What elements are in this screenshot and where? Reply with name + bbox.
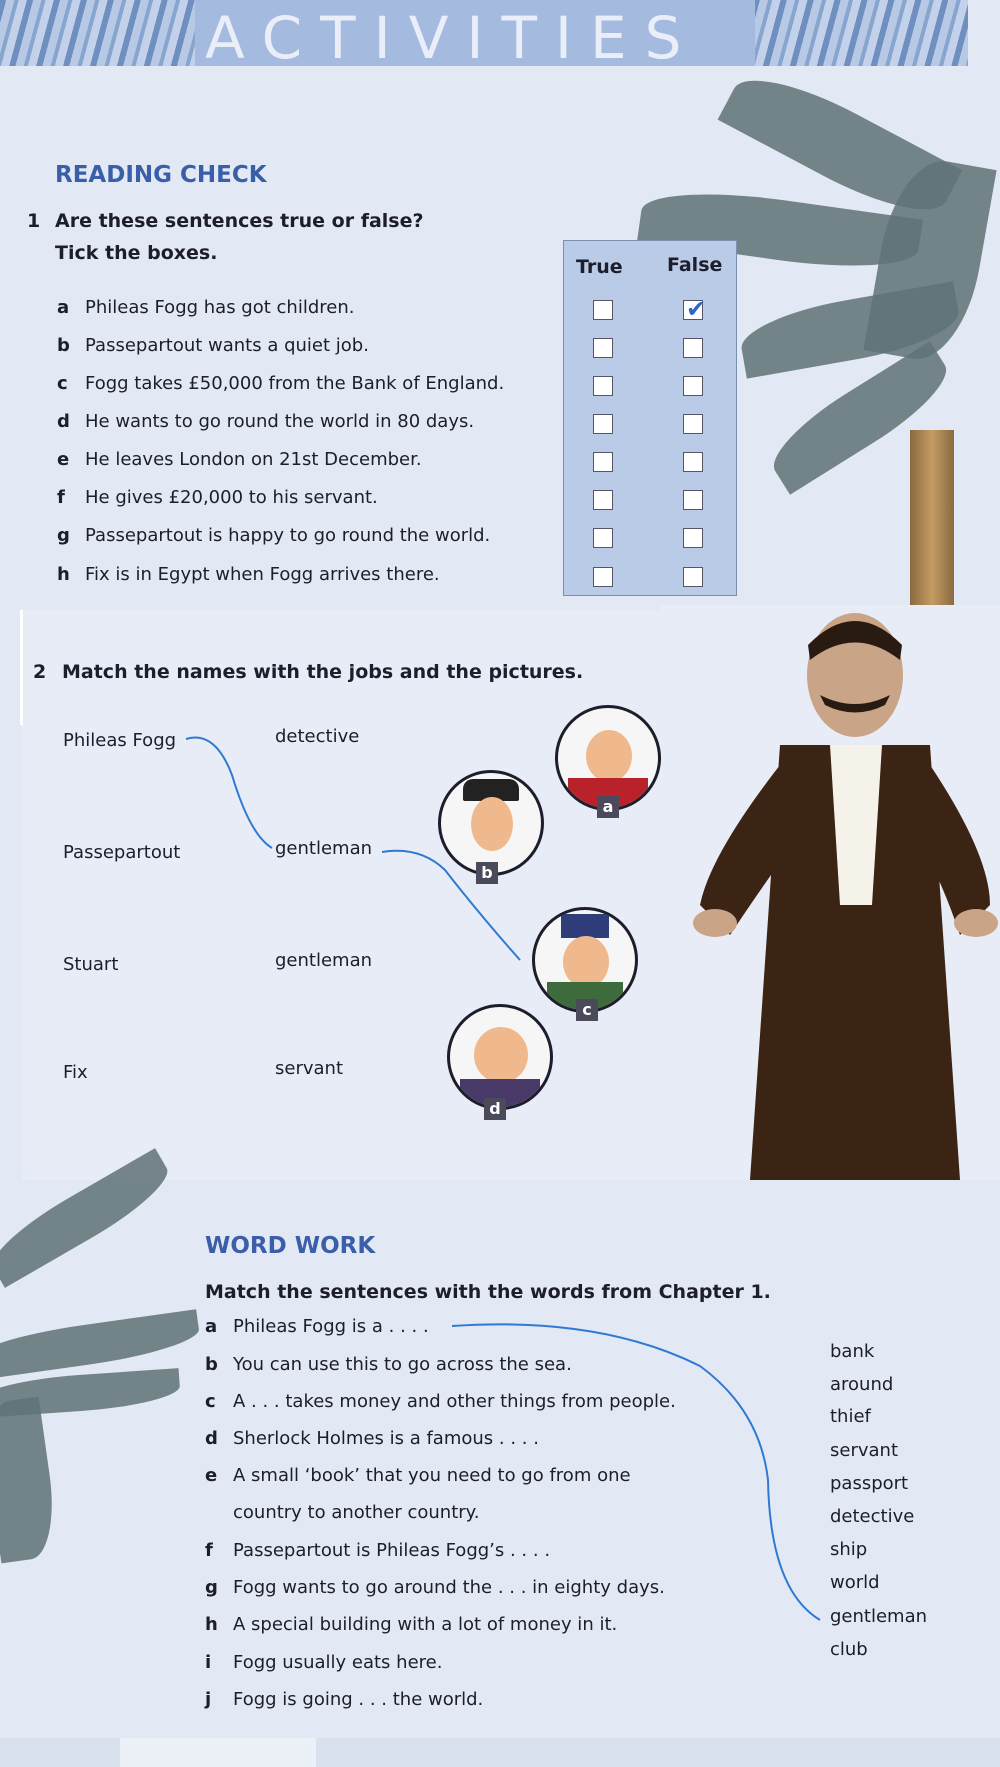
name-item: Stuart [63,954,119,975]
statement-letter: d [57,411,70,432]
word-item: club [830,1639,868,1660]
match-line-fogg-gentleman [186,738,272,849]
statement-letter: a [57,297,70,318]
sentence-letter: f [205,1540,213,1561]
statement-text: He gives £20,000 to his servant. [85,487,378,508]
statement-text: Fogg takes £50,000 from the Bank of England. [85,373,505,394]
job-item: gentleman [275,950,373,971]
statement-text: Fix is in Egypt when Fogg arrives there. [85,564,440,585]
match-line-a-gentleman [452,1324,820,1620]
word-item: detective [830,1506,915,1527]
statement-letter: h [57,564,70,585]
sentence-letter: j [205,1689,212,1710]
sentence-letter: c [205,1391,216,1412]
picture-c-label: c [576,999,598,1021]
word-item: passport [830,1473,909,1494]
sentence-letter: e [205,1465,218,1486]
word-item: thief [830,1406,871,1427]
false-column-header: False [667,254,723,276]
sentence-text: A small ‘book’ that you need to go from one [233,1465,631,1486]
word-item: around [830,1374,894,1395]
sentence-text: A . . . takes money and other things from people. [233,1391,676,1412]
word-item: bank [830,1341,875,1362]
statement-letter: e [57,449,70,470]
reading-check-heading: READING CHECK [55,162,267,188]
banner-title: ACTIVITIES [205,4,700,66]
statement-text: Phileas Fogg has got children. [85,297,355,318]
job-item: gentleman [275,838,373,859]
question-2-text: Match the names with the jobs and the pictures. [62,661,584,683]
sentence-text: Sherlock Holmes is a famous . . . . [233,1428,539,1449]
checkmark-icon: ✔ [686,296,707,323]
name-item: Fix [63,1062,88,1083]
statement-letter: c [57,373,68,394]
sentence-text: A special building with a lot of money in it. [233,1614,618,1635]
word-item: servant [830,1440,899,1461]
statement-letter: b [57,335,70,356]
word-item: gentleman [830,1606,928,1627]
true-column-header: True [576,256,623,278]
match-line-gentleman-picture-c [382,851,520,960]
question-1-number: 1 [27,210,41,232]
statement-text: He wants to go round the world in 80 days. [85,411,475,432]
sentence-text: Fogg wants to go around the . . . in eighty days. [233,1577,665,1598]
word-item: world [830,1572,880,1593]
word-work-heading: WORD WORK [205,1233,376,1259]
job-item: servant [275,1058,344,1079]
sentence-text: Fogg usually eats here. [233,1652,443,1673]
word-work-instruction: Match the sentences with the words from Chapter 1. [205,1281,771,1303]
sentence-letter: i [205,1652,212,1673]
statement-text: Passepartout is happy to go round the world. [85,525,491,546]
sentence-text: Fogg is going . . . the world. [233,1689,484,1710]
question-2-number: 2 [33,661,47,683]
question-1-line-2: Tick the boxes. [55,242,218,264]
picture-d-label: d [484,1098,506,1120]
sentence-letter: d [205,1428,218,1449]
picture-b-label: b [476,862,498,884]
statement-text: Passepartout wants a quiet job. [85,335,369,356]
sentence-letter: b [205,1354,218,1375]
sentence-text: country to another country. [233,1502,480,1523]
statement-letter: f [57,487,65,508]
sentence-text: Phileas Fogg is a . . . . [233,1316,429,1337]
statement-text: He leaves London on 21st December. [85,449,422,470]
sentence-text: Passepartout is Phileas Fogg’s . . . . [233,1540,551,1561]
name-item: Phileas Fogg [63,730,177,751]
job-item: detective [275,726,360,747]
word-item: ship [830,1539,868,1560]
picture-a-label: a [597,796,619,818]
question-1-line-1: Are these sentences true or false? [55,210,424,232]
statement-letter: g [57,525,70,546]
name-item: Passepartout [63,842,181,863]
sentence-letter: a [205,1316,218,1337]
sentence-letter: h [205,1614,218,1635]
sentence-letter: g [205,1577,218,1598]
sentence-text: You can use this to go across the sea. [233,1354,572,1375]
